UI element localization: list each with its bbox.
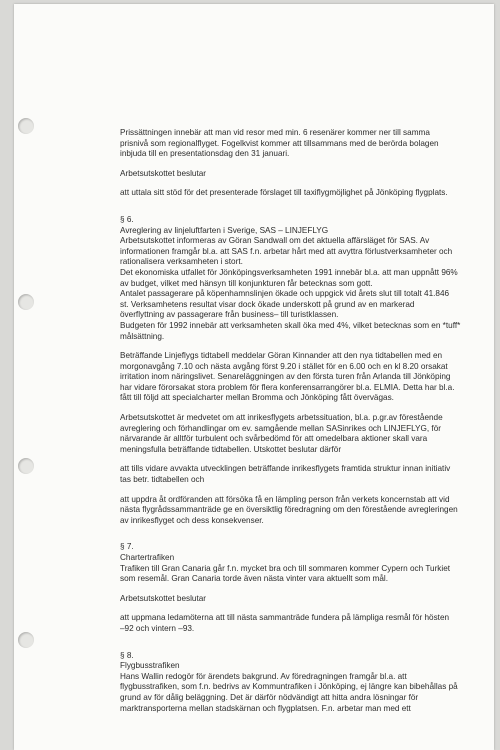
- paragraph-gap: [120, 160, 480, 169]
- paragraph: [120, 594, 480, 605]
- paragraph-gap: [120, 486, 480, 495]
- document-body: [120, 128, 480, 714]
- text-line: prisnivå som regionalflyget. Fogelkvist kommer att tillsammans med de berörda bolagen: [120, 138, 439, 148]
- binder-hole: [18, 294, 34, 310]
- text-line: irritation inom näringslivet. Senareläggningen av den första turen från Arlanda till Jönköping: [120, 372, 451, 382]
- text-line: Arbetsutskottet är medvetet om att inrikesflygets arbetssituation, bl.a. p.gr.av förestående: [120, 413, 443, 423]
- text-line: Flygbusstrafiken: [120, 661, 180, 671]
- binder-hole: [18, 118, 34, 134]
- text-line: morgonavgång 7.10 och nästa avgång först 9.20 i stället för en 6.00 och en kl 8.20 orsakat: [120, 361, 448, 371]
- paragraph-gap: [120, 199, 480, 215]
- paragraph: [120, 215, 480, 342]
- text-line: Chartertrafiken: [120, 553, 175, 562]
- text-line: av inrikesflyget och dess konsekvenser.: [120, 515, 264, 525]
- text-line: att uppmana ledamöterna att till nästa sammanträde fundera på lämpliga resmål för hösten: [120, 613, 450, 623]
- paragraph: [120, 128, 480, 160]
- text-line: att uttala sitt stöd för det presenterade förslaget till taxiflygmöjlighet på Jönköping flygplats.: [120, 188, 448, 198]
- text-line: grund av för dålig beläggning. Det är därför nödvändigt att hitta andra lösningar för: [120, 692, 419, 702]
- text-line: Det ekonomiska utfallet för Jönköpingsverksamheten 1991 innebär bl.a. att man uppnått 96%: [120, 267, 458, 277]
- text-line: Budgeten för 1992 innebär att verksamheten skall öka med 4%, vilket betecknas som en *tuff*: [120, 320, 461, 330]
- paragraph-gap: [120, 342, 480, 351]
- text-line: informationen framgår bl.a. att SAS f.n. arbetar hårt med att avyttra förlustverksamheter och: [120, 246, 453, 256]
- paragraph: [120, 651, 480, 715]
- text-line: § 8.: [120, 650, 134, 660]
- text-line: Antalet passagerare på köpenhamnslinjen ökade och uppgick vid årets slut till totalt 41.846: [120, 289, 450, 299]
- text-line: som resemål. Gran Canaria torde även nästa vinter vara aktuellt som mål.: [120, 574, 389, 584]
- paragraph: [120, 495, 480, 527]
- text-line: att tills vidare avvakta utvecklingen beträffande inrikesflygets framtida struktur innan initiativ: [120, 464, 451, 474]
- binder-hole: [18, 458, 34, 474]
- paragraph-gap: [120, 455, 480, 464]
- text-line: meningsfulla beträffande tidtabellen. Utskottet beslutar därför: [120, 444, 342, 454]
- paragraph: [120, 169, 480, 180]
- paragraph: [120, 613, 480, 634]
- text-line: st. Verksamhetens resultat visar dock ökade underskott på grund av en markerad: [120, 299, 415, 309]
- text-line: inbjuda till en presentationsdag den 31 januari.: [120, 149, 290, 159]
- text-line: Trafiken till Gran Canaria går f.n. mycket bra och till sommaren kommer Cypern och Turkiet: [120, 563, 451, 573]
- paragraph: [120, 413, 480, 455]
- text-line: Hans Wallin redogör för ärendets bakgrund. Av föredragningen framgår bl.a. att: [120, 671, 407, 681]
- paragraph-gap: [120, 526, 480, 542]
- text-line: överflyttning av passagerare från business– till turistklassen.: [120, 310, 339, 320]
- text-line: –92 och vintern –93.: [120, 623, 195, 633]
- paragraph: [120, 351, 480, 404]
- text-line: § 6.: [120, 214, 134, 224]
- text-line: Arbetsutskottet beslutar: [120, 168, 207, 178]
- text-line: rationalisera verksamheten i stort.: [120, 257, 243, 267]
- paragraph: [120, 542, 480, 584]
- text-line: flygbusstrafiken, som f.n. bedrivs av Kommuntrafiken i Jönköping, ej längre kan bibehållas på: [120, 682, 458, 692]
- text-line: av budget, vilket med hänsyn till konjunkturen får betecknas som gott.: [120, 278, 373, 288]
- paragraph-gap: [120, 404, 480, 413]
- document-page: [14, 4, 494, 750]
- text-line: Beträffande Linjeflygs tidtabell meddelar Göran Kinnander att den nya tidtabellen med en: [120, 351, 443, 361]
- text-line: närvarande är alltför turbulent och svårbedömd för att omedelbara aktioner skall vara: [120, 434, 428, 444]
- text-line: Arbetsutskottet beslutar: [120, 593, 207, 603]
- text-line: att uppdra åt ordföranden att försöka få en lämpling person från verkets koncernstab att vid: [120, 494, 450, 504]
- paragraph: [120, 464, 480, 485]
- text-line: nästa flygrådssammanträde ge en översiktlig föredragning om den förestående avregleringen: [120, 505, 458, 515]
- paragraph-gap: [120, 635, 480, 651]
- text-line: tas betr. tidtabellen och: [120, 475, 205, 485]
- text-line: Avreglering av linjeluftfarten i Sverige, SAS – LINJEFLYG: [120, 225, 329, 235]
- text-line: avreglering och förhandlingar om ev. samgående mellan SASinrikes och LINJEFLYG, för: [120, 423, 441, 433]
- text-line: § 7.: [120, 542, 134, 552]
- paragraph-gap: [120, 585, 480, 594]
- paragraph: [120, 188, 480, 199]
- text-line: marktransporterna mellan stadskärnan och flygplatsen. F.n. arbetar man med ett: [120, 703, 411, 713]
- text-line: målsättning.: [120, 331, 165, 341]
- text-line: Prissättningen innebär att man vid resor med min. 6 resenärer kommer ner till samma: [120, 128, 430, 137]
- text-line: fått till följd att specialcharter mellan Bromma och Jönköping fått övervägas.: [120, 393, 394, 403]
- text-line: Arbetsutskottet informeras av Göran Sandwall om det aktuella affärsläget för SAS. Av: [120, 236, 430, 246]
- binder-hole: [18, 632, 34, 648]
- text-line: har vidare förorsakat stora problem för flera konferensarrangörer bl.a. ELMIA. Detta har bl.a.: [120, 382, 455, 392]
